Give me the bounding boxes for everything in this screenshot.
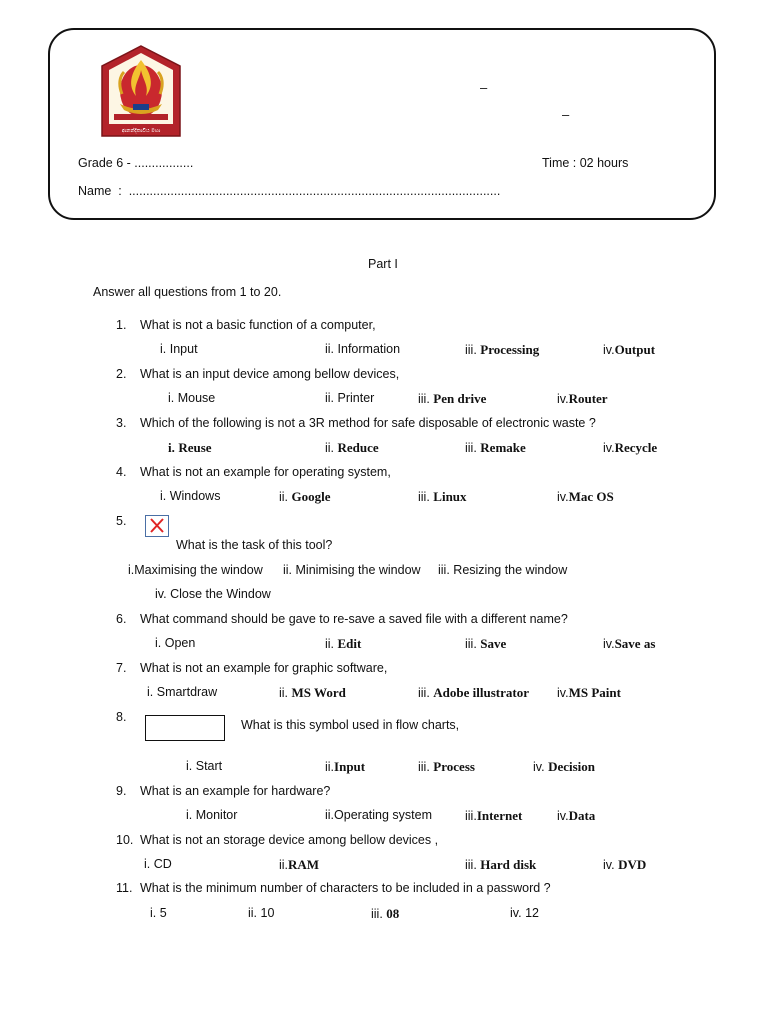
option: [603, 440, 657, 456]
option: [325, 636, 361, 652]
option-text: 10: [260, 906, 275, 920]
option: [557, 391, 608, 407]
option-text: Close the Window: [170, 587, 271, 601]
option: [418, 391, 486, 407]
option: [279, 685, 346, 701]
option: [325, 759, 365, 775]
option: [603, 636, 655, 652]
option: [325, 808, 432, 822]
question-number: 8.: [116, 710, 127, 724]
option-text: 08: [386, 906, 400, 921]
option-prefix: ii.: [325, 441, 335, 455]
option: [325, 342, 400, 356]
option: [283, 563, 421, 577]
option-prefix: iii.: [418, 392, 430, 406]
option: [371, 906, 399, 922]
question-number: 5.: [116, 514, 127, 528]
option-prefix: iv.: [603, 343, 615, 357]
option-text: MS Paint: [568, 685, 621, 700]
option: [465, 440, 526, 456]
option-text: Processing: [480, 342, 540, 357]
option-prefix: iii.: [465, 858, 477, 872]
option: [465, 342, 539, 358]
question-number: 10.: [116, 833, 134, 847]
option-prefix: ii.: [325, 342, 335, 356]
option-prefix: iv.: [557, 392, 569, 406]
option-text: Save: [480, 636, 507, 651]
option-prefix: i.: [128, 563, 135, 577]
question-text: What is not a basic function of a computer,: [140, 318, 376, 332]
option-text: Hard disk: [480, 857, 537, 872]
option: [160, 342, 198, 356]
svg-text:ආනන්දිකාවිය මහා: ආනන්දිකාවිය මහා: [121, 128, 161, 134]
option-text: MS Word: [291, 685, 346, 700]
time-label: Time : 02 hours: [542, 156, 629, 170]
option-prefix: i.: [144, 857, 151, 871]
question-text: What is not an storage device among bellow devices ,: [140, 833, 439, 847]
option-text: Reuse: [178, 440, 212, 455]
option: [557, 685, 621, 701]
option-prefix: i.: [155, 636, 162, 650]
option-text: Input: [169, 342, 198, 356]
question-text: What is this symbol used in flow charts,: [241, 718, 460, 732]
option-prefix: ii.: [279, 490, 289, 504]
option-prefix: iii.: [465, 343, 477, 357]
option-text: Adobe illustrator: [433, 685, 529, 700]
option-text: Mouse: [177, 391, 216, 405]
option-prefix: iii.: [465, 637, 477, 651]
option-text: Operating system: [334, 808, 432, 822]
option-text: RAM: [288, 857, 320, 872]
option-prefix: iii.: [465, 809, 477, 823]
option-text: Google: [291, 489, 331, 504]
question-text: What command should be gave to re-save a saved file with a different name?: [140, 612, 568, 626]
option-text: Recycle: [614, 440, 658, 455]
option-prefix: iv.: [603, 858, 615, 872]
option: [510, 906, 539, 920]
question-text: Which of the following is not a 3R method for safe disposable of electronic waste ?: [140, 416, 596, 430]
option: [248, 906, 274, 920]
option-text: Data: [568, 808, 596, 823]
option-text: Output: [614, 342, 656, 357]
question-text: What is not an example for operating system,: [140, 465, 391, 479]
option-prefix: iii.: [418, 760, 430, 774]
option: [279, 489, 331, 505]
option-prefix: iii.: [371, 907, 383, 921]
title-dash-2: –: [562, 107, 570, 122]
option: [144, 857, 172, 871]
option-prefix: ii.: [325, 637, 335, 651]
option-prefix: i.: [160, 342, 167, 356]
option-text: Windows: [169, 489, 221, 503]
option: [418, 489, 467, 505]
option-prefix: iii.: [418, 490, 430, 504]
option-prefix: iv.: [533, 760, 545, 774]
option: [533, 759, 595, 775]
option: [557, 489, 614, 505]
close-window-icon: [145, 515, 169, 537]
option-prefix: i.: [150, 906, 157, 920]
option-prefix: iv.: [557, 809, 569, 823]
option-text: Resizing the window: [453, 563, 568, 577]
option-text: Router: [568, 391, 608, 406]
grade-field: Grade 6 - .................: [78, 156, 194, 170]
option: [128, 563, 263, 577]
option-text: Open: [164, 636, 196, 650]
option: [603, 857, 646, 873]
option: [465, 636, 506, 652]
option-prefix: i.: [186, 808, 193, 822]
option-text: Linux: [433, 489, 467, 504]
option-text: Start: [195, 759, 223, 773]
option-prefix: ii.: [283, 563, 293, 577]
option: [160, 489, 220, 503]
option-text: Reduce: [337, 440, 379, 455]
question-number: 3.: [116, 416, 127, 430]
option-prefix: iv.: [557, 686, 569, 700]
option-text: 5: [159, 906, 167, 920]
option-prefix: ii.: [325, 808, 335, 822]
option-prefix: iii.: [438, 563, 450, 577]
option-prefix: i.: [186, 759, 193, 773]
option-prefix: i.: [168, 440, 175, 455]
option-text: Internet: [476, 808, 523, 823]
option-text: Pen drive: [433, 391, 487, 406]
option-prefix: ii.: [325, 391, 335, 405]
option-prefix: iv.: [603, 441, 615, 455]
option: [465, 857, 536, 873]
name-field: Name : ...........................................................................................................: [78, 184, 501, 198]
option-text: Monitor: [195, 808, 238, 822]
option: [168, 440, 212, 456]
option: [557, 808, 595, 824]
option-text: 12: [525, 906, 539, 920]
question-text: What is not an example for graphic software,: [140, 661, 388, 675]
instruction: Answer all questions from 1 to 20.: [93, 285, 282, 299]
question-text: What is an input device among bellow devices,: [140, 367, 400, 381]
option-prefix: ii.: [325, 760, 335, 774]
option-prefix: i.: [168, 391, 175, 405]
option-text: Printer: [337, 391, 375, 405]
option-prefix: i.: [147, 685, 154, 699]
option: [438, 563, 567, 577]
question-text: What is the minimum number of characters to be included in a password ?: [140, 881, 551, 895]
option-prefix: iv.: [155, 587, 167, 601]
question-number: 9.: [116, 784, 127, 798]
option-prefix: ii.: [279, 858, 289, 872]
question-text: What is the task of this tool?: [176, 538, 333, 552]
option: [603, 342, 655, 358]
question-text: What is an example for hardware?: [140, 784, 331, 798]
question-number: 7.: [116, 661, 127, 675]
option: [418, 685, 529, 701]
option-prefix: i.: [160, 489, 167, 503]
option-text: Decision: [548, 759, 596, 774]
option-text: Process: [433, 759, 475, 774]
option: [418, 759, 475, 775]
option-text: Remake: [480, 440, 526, 455]
option: [325, 391, 374, 405]
option: [155, 587, 271, 601]
question-number: 6.: [116, 612, 127, 626]
option-text: Save as: [614, 636, 656, 651]
option-prefix: iv.: [510, 906, 522, 920]
option-text: Maximising the window: [134, 563, 263, 577]
option-prefix: iv.: [603, 637, 615, 651]
title-dash-1: –: [480, 80, 488, 95]
question-number: 1.: [116, 318, 127, 332]
question-number: 2.: [116, 367, 127, 381]
option-text: CD: [153, 857, 172, 871]
option-prefix: iii.: [465, 441, 477, 455]
process-rectangle-symbol: [145, 715, 225, 741]
option-text: Smartdraw: [156, 685, 218, 699]
option: [186, 759, 222, 773]
school-logo: [100, 44, 182, 144]
option-prefix: ii.: [248, 906, 258, 920]
option-text: Edit: [337, 636, 362, 651]
option-text: Minimising the window: [295, 563, 421, 577]
option: [279, 857, 319, 873]
option-prefix: iv.: [557, 490, 569, 504]
option-text: Input: [334, 759, 366, 774]
option: [147, 685, 217, 699]
option: [465, 808, 522, 824]
option: [168, 391, 215, 405]
option-prefix: iii.: [418, 686, 430, 700]
option: [325, 440, 379, 456]
question-number: 4.: [116, 465, 127, 479]
question-number: 11.: [116, 881, 133, 895]
option-text: DVD: [618, 857, 647, 872]
option-text: Mac OS: [568, 489, 614, 504]
option-prefix: ii.: [279, 686, 289, 700]
option: [186, 808, 237, 822]
option-text: Information: [337, 342, 401, 356]
part-title: Part I: [368, 257, 398, 271]
option: [150, 906, 167, 920]
option: [155, 636, 195, 650]
